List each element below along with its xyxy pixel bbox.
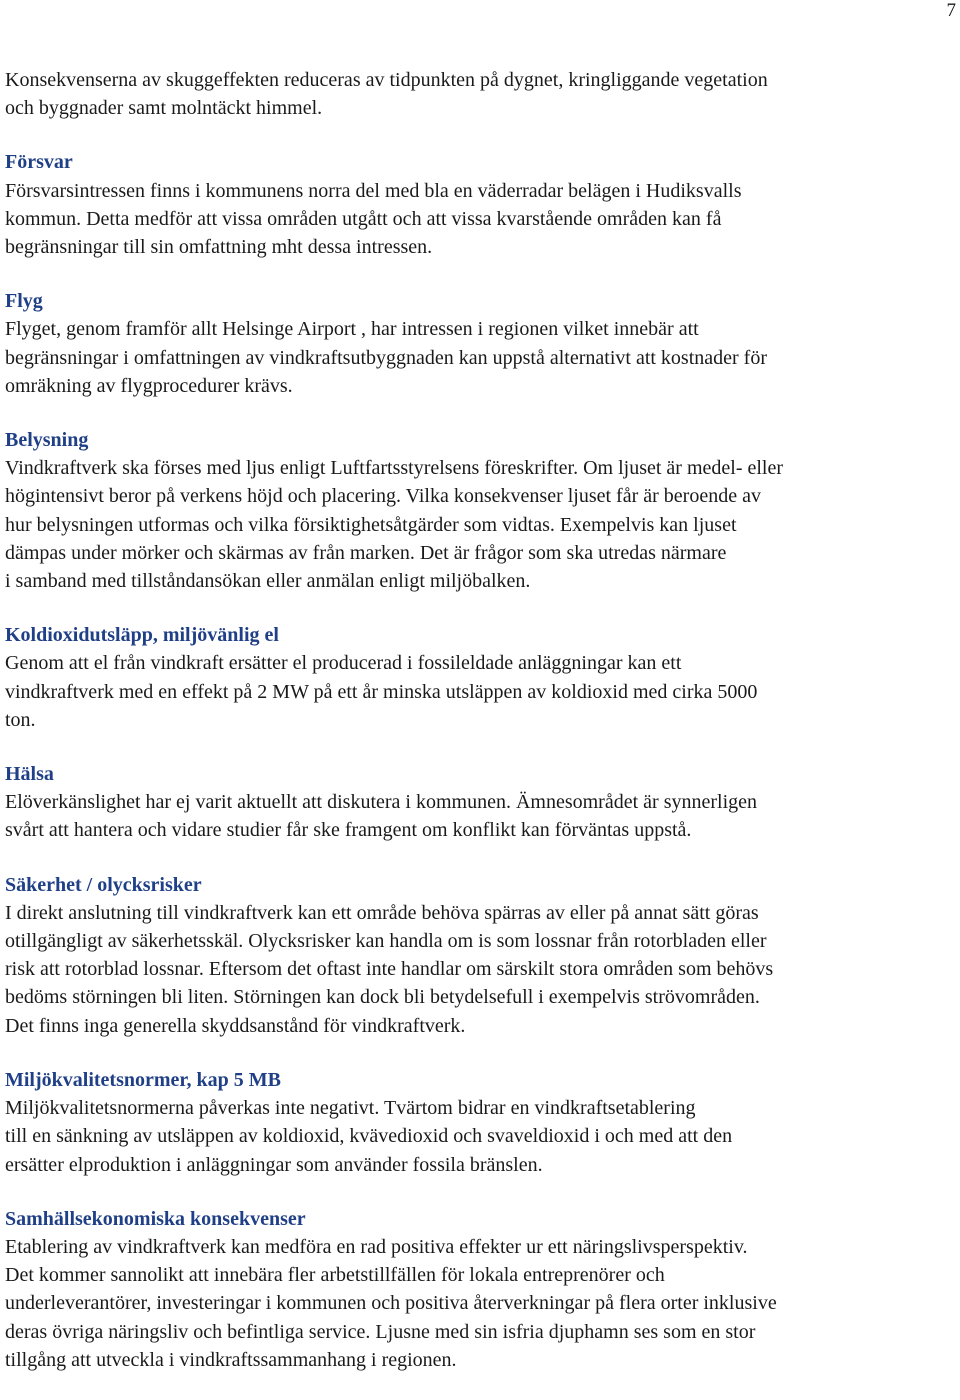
intro-section — [5, 66, 957, 122]
document-body — [5, 66, 957, 1400]
section-paragraph: Etablering av vindkraftverk kan medföra en rad positiva effekter ur ett näringslivsperspektiv. Det kommer sannolikt att innebära fler arbetstillfällen för lokala entreprenörer och underleverantörer, investeringar i kommunen och positiva återverkningar på flera orter inklusive deras övriga näringsliv och befintliga service. Ljusne med sin isfria djuphamn ses som en stor tillgång att utveckla i vindkraftssammanhang i regionen. — [5, 1235, 777, 1371]
section-paragraph: Genom att el från vindkraft ersätter el producerad i fossileldade anläggningar kan ett vindkraftverk med en effekt på 2 MW på ett år minska utsläppen av koldioxid med cirka 5000 ton. — [5, 652, 758, 731]
section-sakerhet — [5, 871, 957, 1040]
section-belysning — [5, 426, 957, 595]
section-miljokvalitetsnormer — [5, 1066, 957, 1179]
section-heading: Miljökvalitetsnormer, kap 5 MB — [5, 1068, 281, 1091]
section-heading: Samhällsekonomiska konsekvenser — [5, 1207, 306, 1230]
section-paragraph: Elöverkänslighet har ej varit aktuellt att diskutera i kommunen. Ämnesområdet är synnerligen svårt att hantera och vidare studier får ske framgent om konflikt kan förväntas uppstå. — [5, 791, 758, 842]
section-paragraph: Miljökvalitetsnormerna påverkas inte negativt. Tvärtom bidrar en vindkraftsetablering till en sänkning av utsläppen av koldioxid, kvävedioxid och svaveldioxid i och med att den ersätter elproduktion i anläggningar som använder fossila bränslen. — [5, 1097, 733, 1176]
section-samhallsekonomiska — [5, 1205, 957, 1374]
intro-paragraph: Konsekvenserna av skuggeffekten reduceras av tidpunkten på dygnet, kringliggande vegetation och byggnader samt molntäckt himmel. — [5, 69, 768, 120]
section-heading: Försvar — [5, 151, 73, 174]
section-heading: Belysning — [5, 429, 89, 452]
section-paragraph: Flyget, genom framför allt Helsinge Airport , har intressen i regionen vilket innebär att begränsningar i omfattningen av vindkraftsutbyggnaden kan uppstå alternativt att kostnader för omräkning av flygprocedurer krävs. — [5, 318, 768, 397]
section-paragraph: Vindkraftverk ska förses med ljus enligt Luftfartsstyrelsens föreskrifter. Om ljuset är medel- eller högintensivt beror på verkens höjd och placering. Vilka konsekvenser ljuset får är beroende av hur belysningen utformas och vilka försiktighetsåtgärder som vidtas. Exempelvis kan ljuset dämpas under mörker och skärmas av från marken. Det är frågor som ska utredas närmare i samband med tillståndansökan eller anmälan enligt miljöbalken. — [5, 457, 784, 593]
section-flyg — [5, 287, 957, 400]
section-paragraph: Försvarsintressen finns i kommunens norra del med bla en väderradar belägen i Hudiksvalls kommun. Detta medför att vissa områden utgått och att vissa kvarstående områden kan få begränsningar till sin omfattning mht dessa intressen. — [5, 179, 742, 259]
section-paragraph: I direkt anslutning till vindkraftverk kan ett område behöva spärras av eller på annat sätt göras otillgängligt av säkerhetsskäl. Olycksrisker kan handla om is som lossnar från rotorbladen eller risk att rotorblad lossnar. Eftersom det oftast inte handlar om särskilt stora områden som behövs bedöms störningen bli liten. Störningen kan dock bli betydelsefull i exempelvis strövområden. Det finns inga generella skyddsanstånd för vindkraftverk. — [5, 901, 774, 1037]
section-heading: Hälsa — [5, 763, 54, 786]
section-heading: Koldioxidutsläpp, miljövänlig el — [5, 624, 279, 647]
section-forsvar — [5, 148, 957, 261]
section-heading: Säkerhet / olycksrisker — [5, 873, 202, 896]
section-heading: Flyg — [5, 290, 43, 313]
section-koldioxidutslapp — [5, 621, 957, 734]
page-number: 7 — [946, 0, 956, 21]
section-halsa — [5, 760, 957, 845]
